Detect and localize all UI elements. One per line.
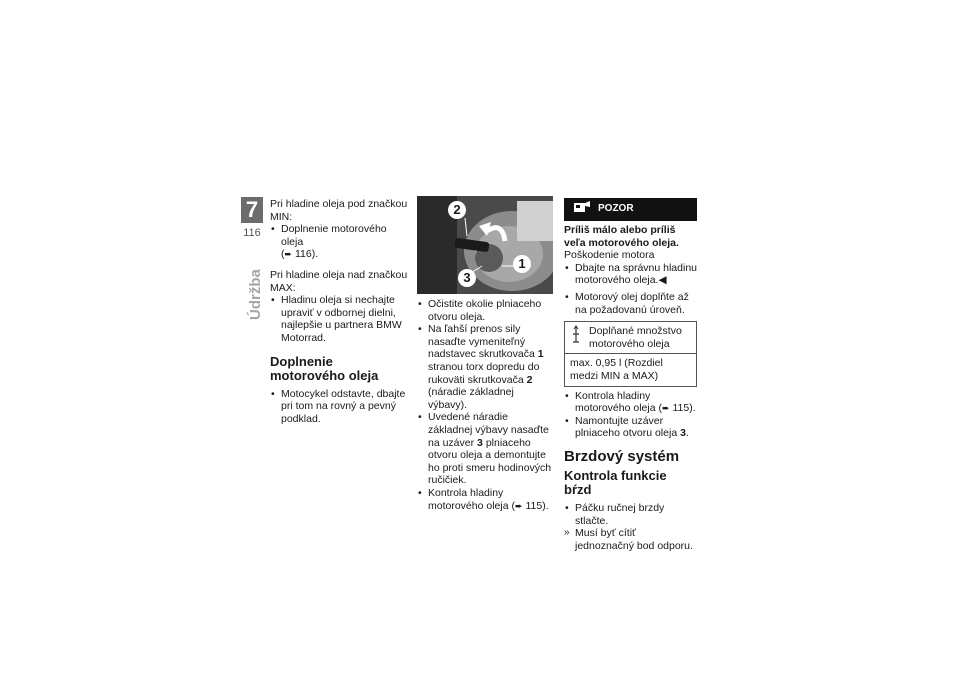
ref-number: 3 xyxy=(477,436,483,449)
warning-title: Príliš málo alebo príliš veľa motorového oleja. xyxy=(564,224,679,249)
bullet-text: stranou torx dopredu do rukoväti skrutkovača xyxy=(428,360,540,386)
list-item: • Doplnenie motorového oleja (➨ 116). xyxy=(270,223,408,261)
list-item: • Namontujte uzáver plniaceho otvoru oleja 3. xyxy=(564,415,697,440)
section-heading: Brzdový systém xyxy=(564,447,680,465)
list-item: • Páčku ručnej brzdy stlačte. xyxy=(564,502,697,527)
callout-3: 3 xyxy=(463,270,471,285)
bullet-text: Namontujte uzáver plniaceho otvoru oleja xyxy=(575,414,678,440)
chapter-title: Údržba xyxy=(247,269,264,320)
ref-number: 3 xyxy=(680,427,686,440)
warning-icon xyxy=(574,201,590,218)
callout-1: 1 xyxy=(518,256,526,271)
bullet-text: Na ľahší prenos sily nasaďte vymeniteľný nadstavec skrutkovača xyxy=(428,323,535,361)
list-item: • Očistite okolie plniaceho otvoru oleja. xyxy=(417,298,555,323)
section-heading: Doplnenie motorového oleja xyxy=(270,353,379,384)
list-item: • Motorový olej doplňte až na požadovanú úroveň. xyxy=(564,291,697,316)
page-ref[interactable]: 115). xyxy=(672,402,696,415)
column-1 xyxy=(270,198,408,425)
ref-number: 2 xyxy=(526,373,533,386)
subsection-heading: Kontrola funkcie bŕzd xyxy=(564,467,667,498)
bullet-text: Kontrola hladiny motorového oleja xyxy=(575,389,656,415)
bullet-text: Uvedené náradie základnej výbavy nasaďte na uzáver xyxy=(428,411,549,449)
list-item: • Kontrola hladiny motorového oleja (➨ 115). xyxy=(417,487,555,512)
page-ref[interactable]: 115). xyxy=(525,499,549,512)
page-ref-icon: ➨ xyxy=(514,500,523,511)
bullet-text: Kontrola hladiny motorového oleja xyxy=(428,486,509,512)
warning-bar xyxy=(564,198,697,221)
oil-can-icon xyxy=(569,325,589,350)
list-item: • Hladinu oleja si nechajte upraviť v odbornej dielni, najlepšie u partnera BMW Motorrad. xyxy=(270,294,408,344)
list-item: • Kontrola hladiny motorového oleja (➨ 115). xyxy=(564,390,697,415)
oil-quantity-label: Doplňané množstvo motorového oleja xyxy=(589,325,682,350)
ref-number: 1 xyxy=(537,348,544,361)
oil-quantity-label-row xyxy=(565,322,696,354)
bullet-text: (náradie základnej výbavy). xyxy=(428,386,514,411)
warning-label: POZOR xyxy=(598,203,634,215)
page-number: 116 xyxy=(243,227,261,239)
oil-quantity-table xyxy=(564,321,697,386)
list-item xyxy=(417,411,555,487)
warning-consequence: Poškodenie motora xyxy=(564,249,655,262)
oil-filler-photo xyxy=(417,196,553,294)
column-2 xyxy=(417,298,555,512)
callout-2: 2 xyxy=(453,202,461,217)
list-item xyxy=(417,323,555,411)
bullet-text: plniaceho otvoru oleja a demontujte ho proti smeru hodinových ručičiek. xyxy=(428,436,552,487)
result-item: » Musí byť cítiť jednoznačný bod odporu. xyxy=(564,527,697,552)
column-3 xyxy=(564,198,697,552)
list-item: • Dbajte na správnu hladinu motorového oleja.◀ xyxy=(564,262,697,287)
engine-illustration xyxy=(417,196,553,294)
page-ref-icon: ➨ xyxy=(284,249,293,260)
bullet-text: Doplnenie motorového oleja xyxy=(281,223,387,248)
oil-quantity-value: max. 0,95 l (Rozdiel medzi MIN a MAX) xyxy=(570,357,663,382)
page-ref-icon: ➨ xyxy=(661,403,670,414)
paragraph-min: Pri hladine oleja pod značkou MIN: xyxy=(270,198,408,223)
list-item: • Motocykel odstavte, dbajte pri tom na rovný a pevný podklad. xyxy=(270,388,408,426)
paragraph-max: Pri hladine oleja nad značkou MAX: xyxy=(270,268,408,294)
page-ref[interactable]: 116). xyxy=(294,248,319,261)
chapter-number: 7 xyxy=(241,197,263,223)
